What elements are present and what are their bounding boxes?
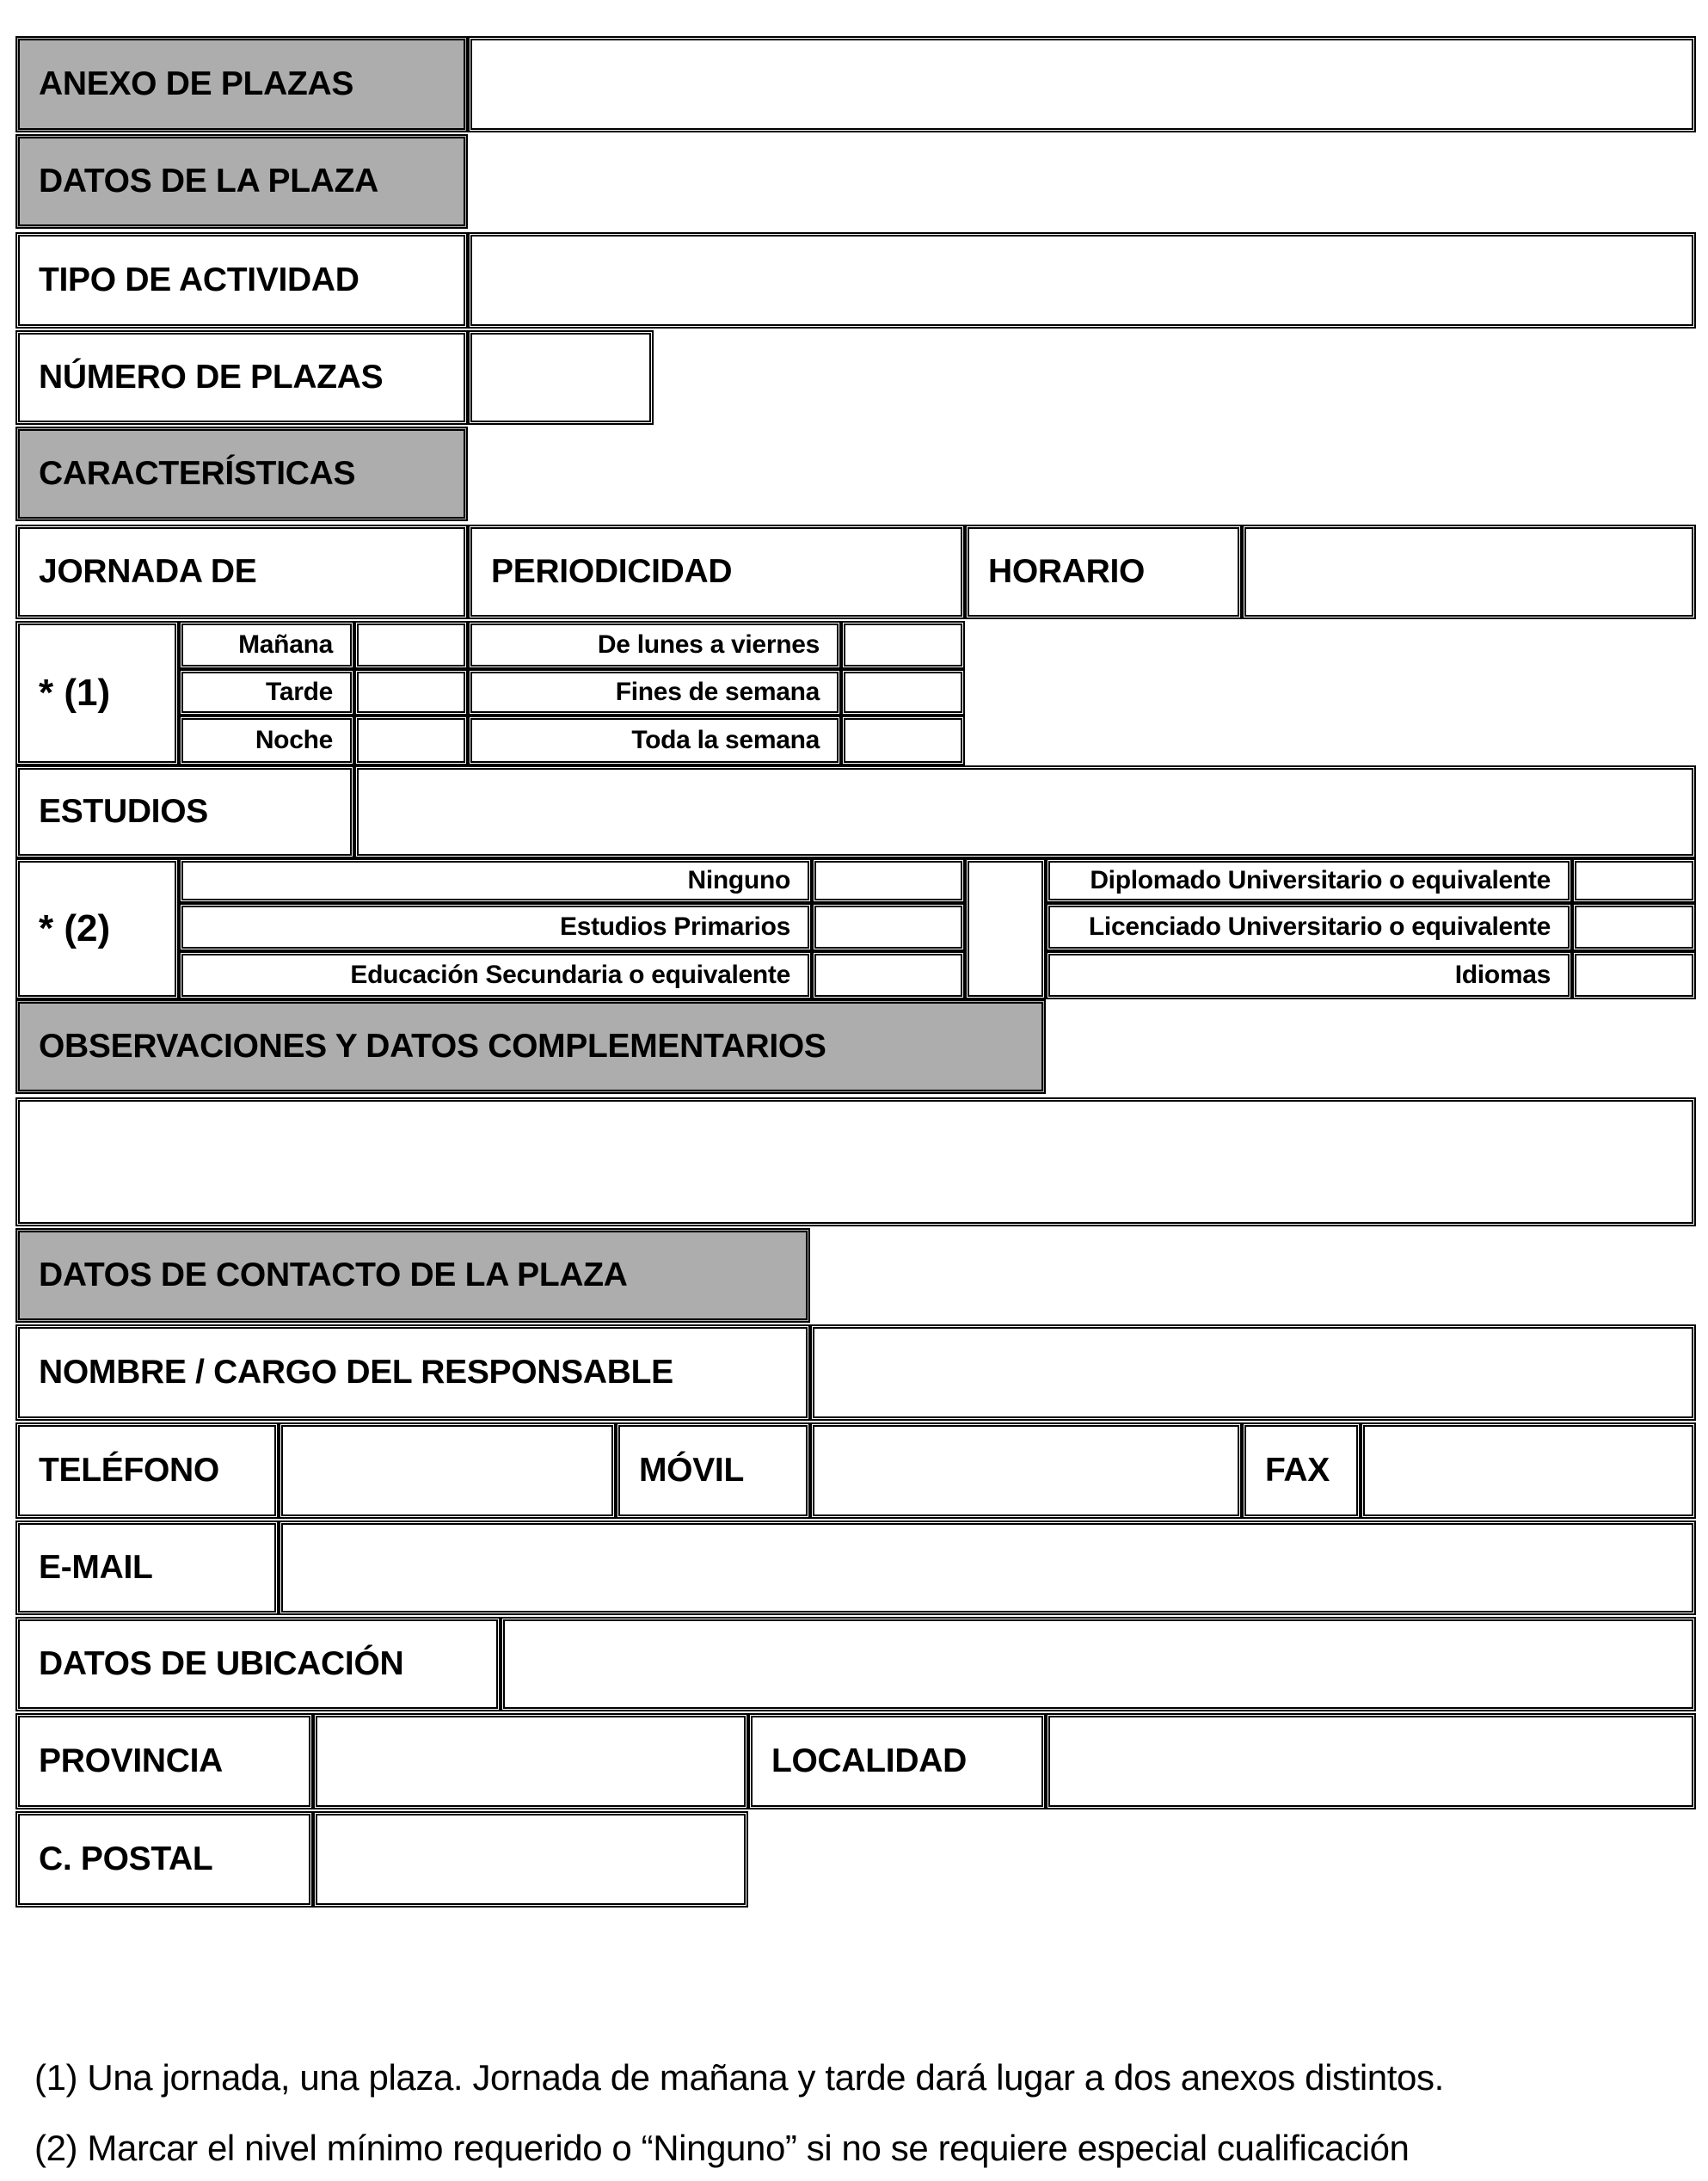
ubicacion-field[interactable]	[501, 1617, 1696, 1711]
fax-field[interactable]	[1361, 1422, 1696, 1519]
tipo-actividad-label: TIPO DE ACTIVIDAD	[15, 232, 468, 329]
estudios-field[interactable]	[354, 765, 1696, 858]
numero-plazas-field[interactable]	[468, 330, 654, 425]
estudios-option-secundaria: Educación Secundaria o equivalente	[179, 951, 812, 999]
footnote-2: (2) Marcar el nivel mínimo requerido o “Ninguno” si no se requiere especial cualificación	[34, 2128, 1410, 2168]
jornada-option-noche: Noche	[179, 716, 354, 765]
horario-field[interactable]	[1242, 525, 1696, 619]
observaciones-label: OBSERVACIONES Y DATOS COMPLEMENTARIOS	[15, 999, 1046, 1094]
tipo-actividad-field[interactable]	[468, 232, 1696, 329]
localidad-field[interactable]	[1046, 1713, 1696, 1809]
responsable-field[interactable]	[810, 1324, 1696, 1421]
anexo-label: ANEXO DE PLAZAS	[15, 36, 468, 132]
periodicidad-checkbox-lunes-viernes[interactable]	[841, 621, 965, 669]
estudios-checkbox-secundaria[interactable]	[812, 951, 965, 999]
movil-label: MÓVIL	[616, 1422, 810, 1519]
localidad-label: LOCALIDAD	[748, 1713, 1046, 1809]
caracteristicas-label: CARACTERÍSTICAS	[15, 427, 468, 521]
numero-plazas-label: NÚMERO DE PLAZAS	[15, 330, 468, 425]
periodicidad-option-fines-semana: Fines de semana	[468, 669, 841, 716]
jornada-checkbox-tarde[interactable]	[354, 669, 468, 716]
periodicidad-checkbox-toda-semana[interactable]	[841, 716, 965, 765]
estudios-option-primarios: Estudios Primarios	[179, 903, 812, 951]
provincia-field[interactable]	[313, 1713, 748, 1809]
periodicidad-label: PERIODICIDAD	[468, 525, 965, 619]
jornada-checkbox-noche[interactable]	[354, 716, 468, 765]
horario-label: HORARIO	[965, 525, 1242, 619]
estudios-checkbox-primarios[interactable]	[812, 903, 965, 951]
estudios-option-licenciado: Licenciado Universitario o equivalente	[1046, 903, 1572, 951]
estudios-checkbox-diplomado[interactable]	[1572, 858, 1696, 903]
jornada-option-tarde: Tarde	[179, 669, 354, 716]
cpostal-field[interactable]	[313, 1811, 748, 1908]
ubicacion-label: DATOS DE UBICACIÓN	[15, 1617, 501, 1711]
footnote-1: (1) Una jornada, una plaza. Jornada de mañana y tarde dará lugar a dos anexos distintos.	[34, 2057, 1444, 2098]
datos-plaza-label: DATOS DE LA PLAZA	[15, 134, 468, 229]
estudios-marker: * (2)	[15, 858, 179, 999]
jornada-label: JORNADA DE	[15, 525, 468, 619]
observaciones-field[interactable]	[15, 1097, 1696, 1226]
telefono-label: TELÉFONO	[15, 1422, 279, 1519]
anexo-field[interactable]	[468, 36, 1696, 132]
jornada-checkbox-manana[interactable]	[354, 621, 468, 669]
jornada-option-manana: Mañana	[179, 621, 354, 669]
email-label: E-MAIL	[15, 1521, 279, 1615]
periodicidad-option-toda-semana: Toda la semana	[468, 716, 841, 765]
movil-field[interactable]	[810, 1422, 1242, 1519]
cpostal-label: C. POSTAL	[15, 1811, 313, 1908]
estudios-option-idiomas: Idiomas	[1046, 951, 1572, 999]
periodicidad-option-lunes-viernes: De lunes a viernes	[468, 621, 841, 669]
email-field[interactable]	[279, 1521, 1696, 1615]
jornada-marker: * (1)	[15, 621, 179, 765]
periodicidad-checkbox-fines-semana[interactable]	[841, 669, 965, 716]
estudios-option-diplomado: Diplomado Universitario o equivalente	[1046, 858, 1572, 903]
telefono-field[interactable]	[279, 1422, 616, 1519]
contacto-label: DATOS DE CONTACTO DE LA PLAZA	[15, 1228, 810, 1323]
fax-label: FAX	[1242, 1422, 1361, 1519]
estudios-checkbox-licenciado[interactable]	[1572, 903, 1696, 951]
provincia-label: PROVINCIA	[15, 1713, 313, 1809]
estudios-separator	[965, 858, 1046, 999]
estudios-checkbox-idiomas[interactable]	[1572, 951, 1696, 999]
responsable-label: NOMBRE / CARGO DEL RESPONSABLE	[15, 1324, 810, 1421]
estudios-option-ninguno: Ninguno	[179, 858, 812, 903]
estudios-label: ESTUDIOS	[15, 765, 354, 858]
estudios-checkbox-ninguno[interactable]	[812, 858, 965, 903]
